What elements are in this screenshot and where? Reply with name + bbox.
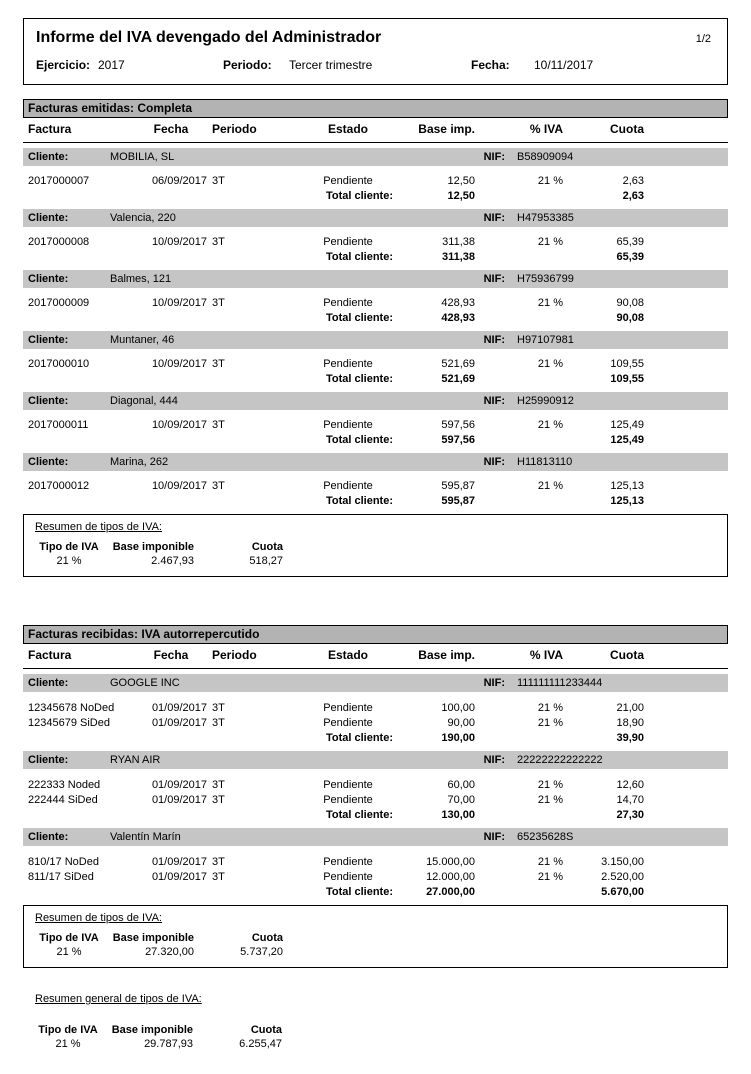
iva-base: 2.467,93 (151, 555, 194, 567)
invoice-status: Pendiente (323, 856, 373, 868)
client-total-row (23, 433, 728, 448)
client-total-row (23, 731, 728, 746)
column-header-row (23, 644, 728, 669)
invoice-date: 01/09/2017 (151, 856, 207, 868)
invoice-row (23, 716, 728, 731)
client-total-label: Total cliente: (325, 495, 393, 507)
client-name: Marina, 262 (110, 456, 169, 468)
invoice-base: 12,50 (447, 175, 475, 187)
invoice-quota: 125,49 (610, 419, 644, 431)
client-total-row (23, 372, 728, 387)
invoice-status: Pendiente (323, 175, 373, 187)
nif-value: H97107981 (517, 334, 574, 346)
nif-value: H25990912 (517, 395, 574, 407)
invoice-quota: 12,60 (616, 779, 644, 791)
client-total-quota: 125,13 (610, 495, 644, 507)
ejercicio-label: Ejercicio: (36, 58, 91, 72)
client-block (23, 448, 728, 509)
iva-general-summary (23, 992, 728, 1051)
column-header: Periodo (212, 648, 257, 662)
invoice-period: 3T (212, 779, 225, 791)
client-block (23, 823, 728, 900)
client-block (23, 387, 728, 448)
spacer (475, 808, 563, 823)
column-header: Estado (327, 648, 368, 662)
invoice-date: 10/09/2017 (151, 419, 207, 431)
spacer (475, 731, 563, 746)
iva-summary-header: Tipo de IVA (39, 932, 99, 944)
invoice-rows (23, 418, 728, 448)
column-header: Base imp. (418, 648, 475, 662)
spacer (135, 433, 207, 448)
fecha-label: Fecha: (471, 58, 510, 72)
iva-quota: 5.737,20 (240, 946, 283, 958)
client-total-base: 27.000,00 (426, 886, 475, 898)
column-header: % IVA (529, 122, 563, 136)
iva-summary-header: Cuota (250, 1024, 282, 1036)
spacer (23, 808, 135, 823)
iva-summary-title: Resumen de tipos de IVA: (35, 521, 162, 533)
invoice-number: 2017000007 (28, 175, 90, 187)
spacer (207, 433, 303, 448)
spacer (135, 808, 207, 823)
spacer (207, 885, 303, 900)
column-header: Factura (28, 648, 72, 662)
client-total-row (23, 808, 728, 823)
iva-summary-header: Base imponible (112, 932, 194, 944)
iva-rate: 21 % (56, 555, 82, 567)
report-section (23, 99, 728, 577)
invoice-quota: 65,39 (616, 236, 644, 248)
column-header: Fecha (153, 122, 189, 136)
spacer (475, 433, 563, 448)
invoice-base: 428,93 (441, 297, 475, 309)
iva-summary-box (23, 514, 728, 577)
client-block (23, 746, 728, 823)
invoice-number: 2017000008 (28, 236, 90, 248)
invoice-quota: 125,13 (610, 480, 644, 492)
fecha-value: 10/11/2017 (534, 58, 594, 72)
iva-summary-title: Resumen general de tipos de IVA: (35, 993, 202, 1005)
client-label: Cliente: (28, 754, 69, 766)
column-header: Factura (28, 122, 72, 136)
page-indicator: 1/2 (695, 33, 711, 45)
nif-value: H11813110 (517, 456, 573, 468)
client-bar (23, 674, 728, 692)
nif-value: H47953385 (517, 212, 574, 224)
client-total-label: Total cliente: (325, 809, 393, 821)
spacer (23, 494, 135, 509)
invoice-vat-rate: 21 % (537, 794, 563, 806)
spacer (207, 372, 303, 387)
spacer (23, 885, 135, 900)
nif-value: 111111111233444 (517, 677, 603, 689)
invoice-row (23, 235, 728, 250)
client-total-base: 190,00 (441, 732, 475, 744)
invoice-quota: 21,00 (616, 702, 644, 714)
invoice-date: 10/09/2017 (151, 236, 207, 248)
invoice-rows (23, 778, 728, 823)
invoice-period: 3T (212, 419, 225, 431)
client-name: Balmes, 121 (110, 273, 172, 285)
report-meta (36, 58, 715, 73)
invoice-number: 2017000011 (28, 419, 89, 431)
client-total-quota: 2,63 (622, 190, 644, 202)
client-name: RYAN AIR (110, 754, 161, 766)
spacer (135, 250, 207, 265)
invoice-period: 3T (212, 297, 225, 309)
client-total-quota: 90,08 (616, 312, 644, 324)
invoice-vat-rate: 21 % (537, 480, 563, 492)
spacer (135, 189, 207, 204)
spacer (135, 494, 207, 509)
invoice-row (23, 855, 728, 870)
spacer (135, 372, 207, 387)
iva-summary-box (23, 905, 728, 968)
client-total-base: 595,87 (441, 495, 475, 507)
invoice-rows (23, 855, 728, 900)
nif-value: B58909094 (517, 151, 574, 163)
nif-label: NIF: (483, 395, 505, 407)
invoice-rows (23, 357, 728, 387)
invoice-row (23, 357, 728, 372)
invoice-vat-rate: 21 % (537, 419, 563, 431)
invoice-base: 12.000,00 (426, 871, 475, 883)
iva-rate: 21 % (56, 946, 82, 958)
client-total-base: 311,38 (441, 251, 475, 263)
client-name: Valentín Marín (110, 831, 181, 843)
invoice-period: 3T (212, 794, 225, 806)
section-title-bar: Facturas recibidas: IVA autorrepercutido (23, 625, 728, 644)
client-total-row (23, 189, 728, 204)
nif-label: NIF: (483, 831, 505, 843)
client-label: Cliente: (28, 212, 69, 224)
report-body (23, 99, 728, 1051)
invoice-base: 597,56 (441, 419, 475, 431)
client-total-row (23, 250, 728, 265)
invoice-row (23, 296, 728, 311)
invoice-status: Pendiente (323, 717, 373, 729)
client-total-base: 12,50 (447, 190, 475, 202)
invoice-row (23, 174, 728, 189)
client-total-quota: 65,39 (616, 251, 644, 263)
invoice-vat-rate: 21 % (537, 856, 563, 868)
invoice-rows (23, 296, 728, 326)
invoice-base: 521,69 (441, 358, 475, 370)
invoice-quota: 3.150,00 (601, 856, 644, 868)
client-name: GOOGLE INC (110, 677, 180, 689)
client-total-label: Total cliente: (325, 434, 393, 446)
invoice-status: Pendiente (323, 358, 373, 370)
invoice-number: 2017000012 (28, 480, 90, 492)
invoice-date: 01/09/2017 (151, 717, 207, 729)
client-bar (23, 331, 728, 349)
client-label: Cliente: (28, 334, 69, 346)
invoice-row (23, 870, 728, 885)
iva-summary-header: Cuota (251, 541, 283, 553)
nif-label: NIF: (483, 456, 505, 468)
invoice-date: 01/09/2017 (151, 702, 207, 714)
client-label: Cliente: (28, 151, 69, 163)
invoice-vat-rate: 21 % (537, 236, 563, 248)
invoice-rows (23, 235, 728, 265)
client-block (23, 326, 728, 387)
spacer (207, 311, 303, 326)
column-header: Cuota (610, 122, 644, 136)
spacer (475, 189, 563, 204)
invoice-period: 3T (212, 236, 225, 248)
client-block (23, 265, 728, 326)
invoice-date: 10/09/2017 (151, 297, 207, 309)
invoice-vat-rate: 21 % (537, 871, 563, 883)
spacer (135, 731, 207, 746)
client-label: Cliente: (28, 831, 69, 843)
invoice-status: Pendiente (323, 779, 373, 791)
nif-label: NIF: (483, 754, 505, 766)
nif-value: 22222222222222 (517, 754, 603, 766)
client-total-quota: 27,30 (616, 809, 644, 821)
nif-label: NIF: (483, 151, 505, 163)
iva-quota: 518,27 (249, 555, 283, 567)
invoice-row (23, 418, 728, 433)
invoice-date: 10/09/2017 (151, 358, 207, 370)
spacer (207, 808, 303, 823)
iva-summary-header: Base imponible (111, 1024, 193, 1036)
invoice-vat-rate: 21 % (537, 717, 563, 729)
spacer (135, 311, 207, 326)
client-total-label: Total cliente: (325, 251, 393, 263)
iva-summary-header-row (24, 931, 727, 945)
invoice-quota: 90,08 (616, 297, 644, 309)
client-block (23, 143, 728, 204)
nif-label: NIF: (483, 677, 505, 689)
invoice-period: 3T (212, 702, 225, 714)
invoice-quota: 2,63 (622, 175, 644, 187)
invoice-period: 3T (212, 856, 225, 868)
invoice-number: 810/17 NoDed (28, 856, 99, 868)
invoice-rows (23, 479, 728, 509)
nif-value: H75936799 (517, 273, 574, 285)
spacer (475, 250, 563, 265)
client-name: MOBILIA, SL (110, 151, 175, 163)
invoice-status: Pendiente (323, 794, 373, 806)
iva-summary-header: Tipo de IVA (38, 1024, 98, 1036)
invoice-rows (23, 174, 728, 204)
client-label: Cliente: (28, 677, 69, 689)
client-label: Cliente: (28, 456, 69, 468)
invoice-status: Pendiente (323, 871, 373, 883)
client-bar (23, 209, 728, 227)
invoice-date: 06/09/2017 (151, 175, 207, 187)
client-bar (23, 270, 728, 288)
iva-summary-value-row (23, 1037, 728, 1051)
invoice-base: 15.000,00 (426, 856, 475, 868)
spacer (207, 494, 303, 509)
invoice-quota: 2.520,00 (601, 871, 644, 883)
client-total-base: 521,69 (441, 373, 475, 385)
report-header-box (23, 18, 728, 85)
spacer (23, 189, 135, 204)
invoice-number: 2017000010 (28, 358, 90, 370)
invoice-status: Pendiente (323, 702, 373, 714)
invoice-quota: 109,55 (610, 358, 644, 370)
spacer (475, 494, 563, 509)
client-label: Cliente: (28, 395, 69, 407)
client-name: Muntaner, 46 (110, 334, 175, 346)
invoice-number: 12345679 SiDed (28, 717, 110, 729)
iva-summary-header: Tipo de IVA (39, 541, 99, 553)
invoice-quota: 18,90 (616, 717, 644, 729)
client-total-label: Total cliente: (325, 190, 393, 202)
invoice-number: 222444 SiDed (28, 794, 98, 806)
invoice-rows (23, 701, 728, 746)
client-total-quota: 109,55 (610, 373, 644, 385)
client-total-row (23, 311, 728, 326)
invoice-base: 90,00 (447, 717, 475, 729)
client-label: Cliente: (28, 273, 69, 285)
invoice-date: 01/09/2017 (151, 871, 207, 883)
iva-summary-value-row (24, 554, 727, 568)
iva-summary-header: Cuota (251, 932, 283, 944)
iva-summary-title: Resumen de tipos de IVA: (35, 912, 162, 924)
nif-value: 65235628S (517, 831, 574, 843)
invoice-vat-rate: 21 % (537, 779, 563, 791)
invoice-row (23, 701, 728, 716)
client-bar (23, 453, 728, 471)
spacer (23, 250, 135, 265)
invoice-base: 311,38 (442, 236, 475, 248)
invoice-number: 2017000009 (28, 297, 90, 309)
spacer (207, 250, 303, 265)
column-header: Base imp. (418, 122, 475, 136)
client-bar (23, 392, 728, 410)
spacer (207, 731, 303, 746)
invoice-number: 222333 Noded (28, 779, 101, 791)
iva-base: 27.320,00 (145, 946, 194, 958)
client-total-quota: 125,49 (610, 434, 644, 446)
invoice-status: Pendiente (323, 236, 373, 248)
client-total-row (23, 494, 728, 509)
iva-rate: 21 % (55, 1038, 81, 1050)
column-header: Periodo (212, 122, 257, 136)
report-section (23, 625, 728, 968)
client-total-label: Total cliente: (325, 732, 393, 744)
report-title: Informe del IVA devengado del Administrador (36, 29, 382, 46)
invoice-base: 100,00 (441, 702, 475, 714)
column-header: Estado (327, 122, 368, 136)
iva-summary-header: Base imponible (112, 541, 194, 553)
client-bar (23, 751, 728, 769)
nif-label: NIF: (483, 334, 505, 346)
invoice-date: 01/09/2017 (151, 794, 207, 806)
client-total-row (23, 885, 728, 900)
periodo-value: Tercer trimestre (289, 58, 373, 72)
periodo-label: Periodo: (223, 58, 272, 72)
invoice-period: 3T (212, 175, 225, 187)
invoice-period: 3T (212, 871, 225, 883)
invoice-period: 3T (212, 358, 225, 370)
invoice-vat-rate: 21 % (537, 358, 563, 370)
client-total-label: Total cliente: (325, 312, 393, 324)
invoice-date: 10/09/2017 (151, 480, 207, 492)
nif-label: NIF: (483, 212, 505, 224)
invoice-number: 811/17 SiDed (28, 871, 94, 883)
client-bar (23, 148, 728, 166)
spacer (135, 885, 207, 900)
client-total-base: 130,00 (441, 809, 475, 821)
spacer (207, 189, 303, 204)
invoice-number: 12345678 NoDed (28, 702, 115, 714)
invoice-status: Pendiente (323, 480, 373, 492)
invoice-period: 3T (212, 480, 225, 492)
client-total-quota: 39,90 (616, 732, 644, 744)
iva-summary-header-row (24, 540, 727, 554)
ejercicio-value: 2017 (98, 58, 125, 72)
client-block (23, 669, 728, 746)
invoice-row (23, 793, 728, 808)
invoice-row (23, 778, 728, 793)
spacer (23, 731, 135, 746)
client-bar (23, 828, 728, 846)
invoice-vat-rate: 21 % (537, 297, 563, 309)
invoice-base: 60,00 (447, 779, 475, 791)
invoice-base: 70,00 (447, 794, 475, 806)
client-name: Valencia, 220 (110, 212, 176, 224)
spacer (23, 372, 135, 387)
iva-quota: 6.255,47 (239, 1038, 282, 1050)
spacer (475, 885, 563, 900)
iva-summary-header-row (23, 1023, 728, 1037)
column-header-row (23, 118, 728, 143)
client-total-quota: 5.670,00 (601, 886, 644, 898)
invoice-status: Pendiente (323, 419, 373, 431)
spacer (475, 311, 563, 326)
spacer (23, 311, 135, 326)
client-total-base: 597,56 (441, 434, 475, 446)
column-header: Fecha (153, 648, 189, 662)
invoice-vat-rate: 21 % (537, 702, 563, 714)
column-header: Cuota (610, 648, 644, 662)
invoice-vat-rate: 21 % (537, 175, 563, 187)
spacer (475, 372, 563, 387)
client-block (23, 204, 728, 265)
iva-base: 29.787,93 (144, 1038, 193, 1050)
column-header: % IVA (529, 648, 563, 662)
client-name: Diagonal, 444 (110, 395, 178, 407)
section-title-bar: Facturas emitidas: Completa (23, 99, 728, 118)
iva-summary-value-row (24, 945, 727, 959)
invoice-date: 01/09/2017 (151, 779, 207, 791)
invoice-period: 3T (212, 717, 225, 729)
client-total-base: 428,93 (441, 312, 475, 324)
client-total-label: Total cliente: (325, 886, 393, 898)
invoice-status: Pendiente (323, 297, 373, 309)
nif-label: NIF: (483, 273, 505, 285)
invoice-row (23, 479, 728, 494)
invoice-quota: 14,70 (616, 794, 644, 806)
spacer (23, 433, 135, 448)
client-total-label: Total cliente: (325, 373, 393, 385)
invoice-base: 595,87 (441, 480, 475, 492)
